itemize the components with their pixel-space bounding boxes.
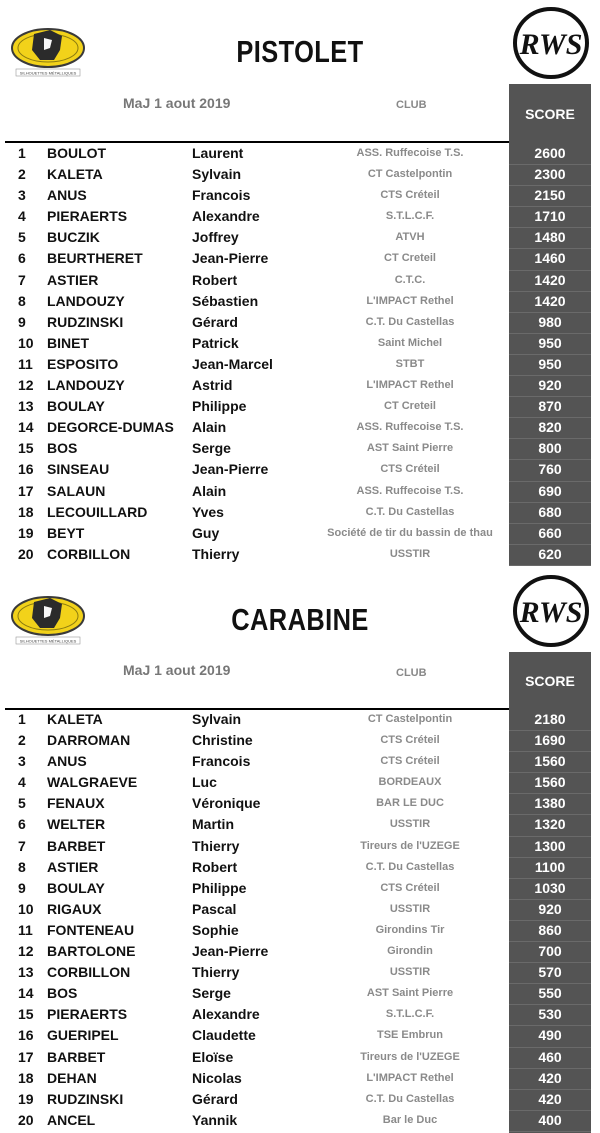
rank-cell: 1 (18, 145, 26, 161)
score-cell: 950 (538, 334, 562, 351)
club-cell: S.T.L.C.F. (385, 210, 435, 223)
table-row (0, 1111, 600, 1132)
first-name-cell: Thierry (192, 545, 240, 562)
last-name-cell: BUCZIK (47, 229, 100, 246)
club-cell: USSTIR (389, 818, 431, 831)
last-name-cell: BOS (47, 440, 78, 457)
club-cell: S.T.L.C.F. (385, 1008, 435, 1021)
club-cell: Bar le Duc (382, 1113, 438, 1126)
first-name-cell: Pascal (192, 900, 237, 917)
score-column-header: SCORE (525, 106, 575, 122)
first-name-cell: Laurent (192, 145, 244, 161)
last-name-cell: DARROMAN (47, 732, 131, 749)
first-name-cell: Jean-Pierre (192, 461, 269, 478)
club-cell: ASS. Ruffecoise T.S. (356, 147, 464, 159)
club-cell: TSE Embrun (376, 1029, 443, 1042)
score-cell: 1560 (534, 774, 566, 791)
carabine-section (0, 566, 600, 1133)
table-row (0, 773, 600, 794)
rws-logo-text: RWS (519, 596, 583, 629)
rank-cell: 3 (18, 187, 26, 204)
first-name-cell: Jean-Pierre (192, 250, 269, 267)
last-name-cell: GUERIPEL (47, 1027, 119, 1044)
club-cell: USSTIR (389, 966, 431, 979)
club-cell: Tireurs de l'UZEGE (360, 1050, 460, 1063)
table-row (0, 228, 600, 249)
rank-cell: 13 (18, 398, 34, 415)
first-name-cell: Francois (192, 753, 251, 770)
rank-cell: 15 (18, 1006, 34, 1023)
first-name-cell: Christine (192, 732, 253, 749)
score-cell: 760 (538, 461, 562, 478)
score-cell: 490 (538, 1027, 562, 1044)
first-name-cell: Martin (192, 816, 234, 833)
rank-cell: 7 (18, 271, 26, 288)
first-name-cell: Véronique (192, 795, 261, 812)
rank-cell: 17 (18, 482, 34, 499)
table-row (0, 439, 600, 460)
club-cell: C.T. Du Castellas (365, 860, 455, 873)
club-cell: Tireurs de l'UZEGE (360, 839, 460, 852)
club-cell: USSTIR (389, 547, 431, 560)
score-cell: 530 (538, 1006, 562, 1023)
table-row (0, 503, 600, 524)
club-cell: CT Creteil (384, 252, 436, 265)
last-name-cell: CORBILLON (47, 545, 131, 562)
club-cell: CT Castelpontin (367, 168, 453, 181)
last-name-cell: ANCEL (47, 1111, 96, 1128)
ranking-table (0, 710, 600, 1132)
club-cell: CTS Créteil (380, 189, 440, 202)
table-row (0, 1005, 600, 1026)
first-name-cell: Serge (192, 985, 231, 1002)
first-name-cell: Yannik (192, 1111, 238, 1128)
club-cell: C.T.C. (394, 273, 426, 286)
logo-left-text: SILHOUETTES MÉTALLIQUES (19, 70, 77, 76)
federation-logo-icon (10, 20, 86, 78)
club-cell: L'IMPACT Rethel (366, 1071, 454, 1084)
rank-cell: 8 (18, 858, 26, 875)
last-name-cell: BEYT (47, 524, 85, 541)
update-date: MaJ 1 aout 2019 (123, 95, 231, 111)
table-row (0, 186, 600, 207)
score-cell: 460 (538, 1048, 562, 1065)
rank-cell: 10 (18, 900, 34, 917)
logo-left-text: SILHOUETTES MÉTALLIQUES (19, 638, 77, 644)
club-cell: Girondins Tir (375, 923, 445, 936)
first-name-cell: Patrick (192, 334, 239, 351)
rank-cell: 2 (18, 166, 26, 183)
last-name-cell: SALAUN (47, 482, 106, 499)
score-cell: 620 (538, 545, 562, 562)
last-name-cell: FENAUX (47, 795, 105, 812)
table-row (0, 815, 600, 836)
last-name-cell: ANUS (47, 753, 87, 770)
last-name-cell: LANDOUZY (47, 292, 125, 309)
score-cell: 1100 (534, 858, 566, 875)
score-cell: 1560 (534, 753, 566, 770)
last-name-cell: ASTIER (47, 858, 99, 875)
score-cell: 660 (538, 524, 562, 541)
last-name-cell: ASTIER (47, 271, 99, 288)
table-row (0, 1048, 600, 1069)
table-row (0, 1090, 600, 1111)
rank-cell: 3 (18, 753, 26, 770)
club-cell: CTS Créteil (380, 755, 440, 768)
last-name-cell: ANUS (47, 187, 87, 204)
club-cell: BAR LE DUC (376, 797, 444, 810)
first-name-cell: Guy (192, 524, 220, 541)
rank-cell: 15 (18, 440, 34, 457)
last-name-cell: PIERAERTS (47, 208, 128, 225)
score-cell: 1420 (534, 292, 566, 309)
last-name-cell: DEGORCE-DUMAS (47, 419, 174, 436)
club-column-header: CLUB (396, 667, 427, 679)
first-name-cell: Thierry (192, 837, 240, 854)
score-cell: 1320 (534, 816, 566, 833)
last-name-cell: RUDZINSKI (47, 1090, 124, 1107)
rank-cell: 5 (18, 229, 26, 246)
score-cell: 2150 (534, 187, 566, 204)
score-cell: 550 (538, 985, 562, 1002)
rank-cell: 17 (18, 1048, 34, 1065)
last-name-cell: KALETA (47, 711, 103, 727)
club-cell: L'IMPACT Rethel (366, 379, 454, 392)
table-row (0, 794, 600, 815)
first-name-cell: Luc (192, 774, 217, 791)
table-row (0, 984, 600, 1005)
table-row (0, 334, 600, 355)
first-name-cell: Alain (192, 482, 227, 499)
score-cell: 920 (538, 900, 562, 917)
first-name-cell: Jean-Pierre (192, 943, 269, 960)
club-cell: CTS Créteil (380, 734, 440, 747)
score-cell: 1690 (534, 732, 566, 749)
club-cell: CT Castelpontin (367, 713, 453, 725)
first-name-cell: Philippe (192, 879, 247, 896)
rank-cell: 19 (18, 1090, 34, 1107)
first-name-cell: Philippe (192, 398, 247, 415)
score-cell: 1460 (534, 250, 566, 267)
rank-cell: 19 (18, 524, 34, 541)
club-column-header: CLUB (396, 99, 427, 111)
first-name-cell: Jean-Marcel (192, 355, 273, 372)
score-cell: 870 (538, 398, 562, 415)
table-row (0, 355, 600, 376)
last-name-cell: BARBET (47, 1048, 106, 1065)
table-row (0, 292, 600, 313)
table-row (0, 460, 600, 481)
last-name-cell: KALETA (47, 166, 103, 183)
first-name-cell: Robert (192, 271, 238, 288)
score-cell: 420 (538, 1069, 562, 1086)
last-name-cell: CORBILLON (47, 964, 131, 981)
score-cell: 920 (538, 377, 562, 394)
club-cell: USSTIR (389, 902, 431, 915)
rank-cell: 18 (18, 1069, 34, 1086)
club-cell: Société de tir du bassin de thau (327, 526, 493, 539)
rank-cell: 12 (18, 943, 34, 960)
last-name-cell: ESPOSITO (47, 355, 119, 372)
score-cell: 2180 (534, 711, 566, 727)
first-name-cell: Serge (192, 440, 231, 457)
first-name-cell: Sylvain (192, 166, 242, 183)
first-name-cell: Robert (192, 858, 238, 875)
score-cell: 2600 (534, 145, 566, 161)
score-cell: 570 (538, 964, 562, 981)
table-row (0, 313, 600, 334)
rank-cell: 7 (18, 837, 26, 854)
score-cell: 700 (538, 943, 562, 960)
rank-cell: 12 (18, 377, 34, 394)
rank-cell: 14 (18, 419, 34, 436)
rank-cell: 10 (18, 334, 34, 351)
last-name-cell: BEURTHERET (47, 250, 143, 267)
club-cell: ASS. Ruffecoise T.S. (356, 484, 464, 497)
rank-cell: 5 (18, 795, 26, 812)
last-name-cell: BARTOLONE (47, 943, 136, 960)
rank-cell: 4 (18, 774, 26, 791)
score-cell: 420 (538, 1090, 562, 1107)
table-row (0, 942, 600, 963)
table-row (0, 524, 600, 545)
last-name-cell: RIGAUX (47, 900, 102, 917)
table-row (0, 710, 600, 731)
last-name-cell: SINSEAU (47, 461, 110, 478)
rank-cell: 9 (18, 313, 26, 330)
rws-logo-icon (512, 6, 590, 80)
rank-cell: 4 (18, 208, 26, 225)
club-cell: CTS Créteil (380, 881, 440, 894)
score-cell: 980 (538, 313, 562, 330)
score-cell: 2300 (534, 166, 566, 183)
rank-cell: 2 (18, 732, 26, 749)
last-name-cell: FONTENEAU (47, 921, 135, 938)
last-name-cell: BOULAY (47, 879, 105, 896)
club-cell: STBT (395, 357, 425, 370)
table-row (0, 921, 600, 942)
table-row (0, 752, 600, 773)
last-name-cell: RUDZINSKI (47, 313, 124, 330)
rank-cell: 8 (18, 292, 26, 309)
club-cell: CT Creteil (384, 400, 436, 413)
rank-cell: 9 (18, 879, 26, 896)
rank-cell: 14 (18, 985, 34, 1002)
club-cell: Girondin (387, 945, 433, 958)
score-cell: 860 (538, 921, 562, 938)
header-divider (5, 141, 509, 143)
last-name-cell: PIERAERTS (47, 1006, 128, 1023)
table-row (0, 545, 600, 566)
rank-cell: 20 (18, 1111, 34, 1128)
club-cell: ATVH (395, 231, 425, 244)
first-name-cell: Yves (192, 503, 224, 520)
first-name-cell: Claudette (192, 1027, 256, 1044)
club-cell: CTS Créteil (380, 463, 440, 476)
first-name-cell: Joffrey (192, 229, 239, 246)
first-name-cell: Sébastien (192, 292, 259, 309)
club-cell: Saint Michel (377, 336, 443, 349)
table-row (0, 731, 600, 752)
table-row (0, 879, 600, 900)
rws-logo-text: RWS (519, 28, 583, 61)
score-cell: 680 (538, 503, 562, 520)
table-row (0, 207, 600, 228)
rank-cell: 16 (18, 1027, 34, 1044)
score-cell: 690 (538, 482, 562, 499)
score-separator (509, 1131, 591, 1132)
table-row (0, 271, 600, 292)
score-cell: 1710 (534, 208, 566, 225)
rws-logo-icon (512, 574, 590, 648)
last-name-cell: DEHAN (47, 1069, 97, 1086)
first-name-cell: Gérard (192, 313, 238, 330)
club-cell: AST Saint Pierre (366, 442, 454, 455)
table-row (0, 1069, 600, 1090)
score-cell: 1300 (534, 837, 566, 854)
last-name-cell: WELTER (47, 816, 106, 833)
last-name-cell: BOULOT (47, 145, 107, 161)
first-name-cell: Sophie (192, 921, 239, 938)
last-name-cell: WALGRAEVE (47, 774, 138, 791)
section-title: CARABINE (231, 602, 369, 637)
rank-cell: 6 (18, 816, 26, 833)
club-cell: C.T. Du Castellas (365, 315, 455, 328)
federation-logo-icon (10, 588, 86, 646)
last-name-cell: LANDOUZY (47, 377, 125, 394)
club-cell: AST Saint Pierre (366, 987, 454, 1000)
table-row (0, 397, 600, 418)
club-cell: BORDEAUX (378, 776, 442, 789)
first-name-cell: Alexandre (192, 1006, 260, 1023)
rank-cell: 11 (18, 355, 33, 372)
table-row (0, 963, 600, 984)
score-cell: 800 (538, 440, 562, 457)
first-name-cell: Francois (192, 187, 251, 204)
update-date: MaJ 1 aout 2019 (123, 662, 231, 678)
score-cell: 820 (538, 419, 562, 436)
first-name-cell: Eloïse (192, 1048, 234, 1065)
score-cell: 950 (538, 355, 562, 372)
last-name-cell: LECOUILLARD (47, 503, 148, 520)
club-cell: L'IMPACT Rethel (366, 294, 454, 307)
last-name-cell: BOULAY (47, 398, 105, 415)
first-name-cell: Nicolas (192, 1069, 242, 1086)
score-cell: 400 (538, 1111, 562, 1128)
score-cell: 1380 (534, 795, 566, 812)
score-cell: 1420 (534, 271, 566, 288)
table-row (0, 249, 600, 270)
rank-cell: 1 (18, 711, 26, 727)
last-name-cell: BOS (47, 985, 78, 1002)
rank-cell: 6 (18, 250, 26, 267)
first-name-cell: Astrid (192, 377, 233, 394)
rank-cell: 11 (18, 921, 33, 938)
section-title: PISTOLET (236, 34, 364, 69)
table-row (0, 900, 600, 921)
table-row (0, 165, 600, 186)
club-cell: C.T. Du Castellas (365, 1092, 455, 1105)
rank-cell: 18 (18, 503, 34, 520)
table-row (0, 858, 600, 879)
score-column-header: SCORE (525, 673, 575, 689)
rank-cell: 16 (18, 461, 34, 478)
table-row (0, 837, 600, 858)
rank-cell: 13 (18, 964, 34, 981)
last-name-cell: BARBET (47, 837, 106, 854)
club-cell: ASS. Ruffecoise T.S. (356, 421, 464, 434)
rank-cell: 20 (18, 545, 34, 562)
ranking-table (0, 144, 600, 566)
table-row (0, 144, 600, 165)
last-name-cell: BINET (47, 334, 89, 351)
first-name-cell: Sylvain (192, 711, 242, 727)
first-name-cell: Alexandre (192, 208, 260, 225)
first-name-cell: Gérard (192, 1090, 238, 1107)
first-name-cell: Alain (192, 419, 227, 436)
pistolet-section (0, 0, 600, 566)
table-row (0, 482, 600, 503)
club-cell: C.T. Du Castellas (365, 505, 455, 518)
table-row (0, 1026, 600, 1047)
first-name-cell: Thierry (192, 964, 240, 981)
score-cell: 1030 (534, 879, 566, 896)
score-cell: 1480 (534, 229, 566, 246)
table-row (0, 376, 600, 397)
table-row (0, 418, 600, 439)
